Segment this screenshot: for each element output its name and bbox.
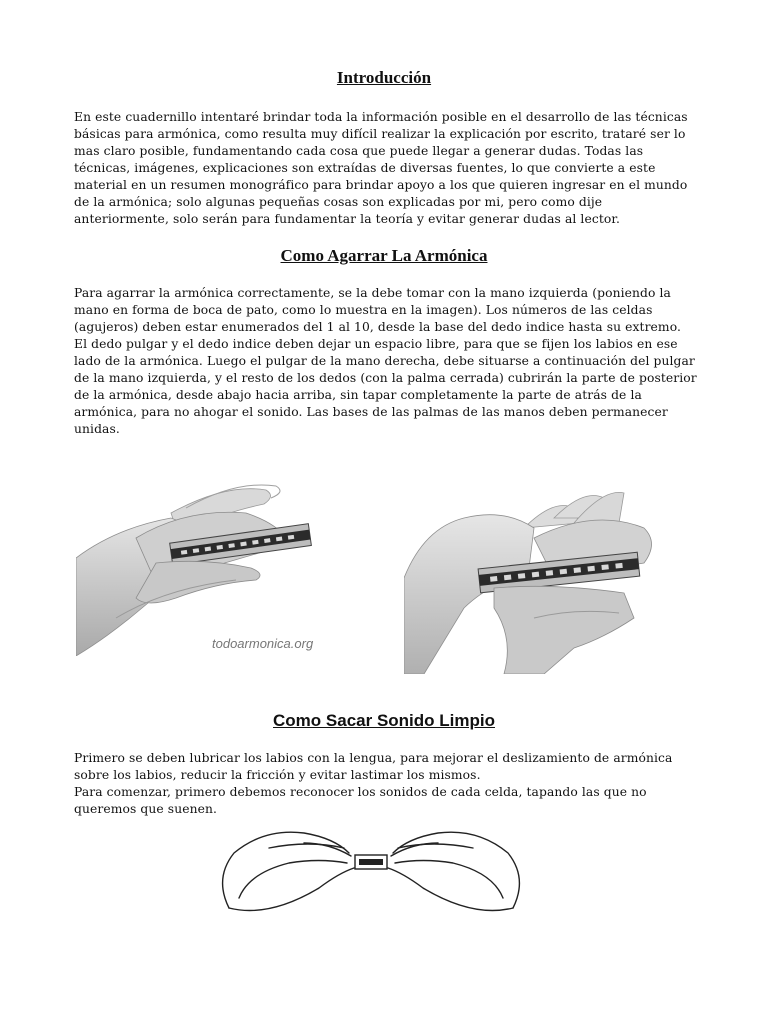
harmonica-grip-photo-right xyxy=(404,468,676,674)
watermark-text: todoarmonica.org xyxy=(212,636,314,651)
sound-paragraph-2: Para comenzar, primero debemos reconocer los sonidos de cada celda, tapando las que no queremos que suenen. xyxy=(74,785,647,816)
hands-line-drawing xyxy=(209,818,533,918)
sound-paragraph-1: Primero se deben lubricar los labios con la lengua, para mejorar el deslizamiento de armónica sobre los labios, reducir la fricción y evitar lastimar los mismos. xyxy=(74,751,673,782)
hands-harmonica-illustration-right xyxy=(404,468,676,674)
intro-paragraph: En este cuadernillo intentaré brindar toda la información posible en el desarrollo de las técnicas básicas para armónica, como resulta muy difícil realizar la explicación por escrito, trataré ser lo mas claro posible, fundamentando cada cosa que puede llegar a generar dudas. Todas las técnicas, imágenes, explicaciones son extraídas de diversas fuentes, lo que convierte a este material en un resumen monográfico para brindar apoyo a los que quieren ingresar en el mundo de la armónica; solo algunas pequeñas cosas son explicadas por mi, pero como dije anteriormente, solo serán para fundamentar la teoría y evitar generar dudas al lector. xyxy=(74,110,688,226)
hands-line-drawing-illustration xyxy=(209,818,533,918)
intro-heading: Introducción xyxy=(336,68,432,87)
hand-harmonica-illustration-left xyxy=(76,468,348,656)
grip-paragraph: Para agarrar la armónica correctamente, se la debe tomar con la mano izquierda (poniendo la mano en forma de boca de pato, como lo muestra en la imagen). Los números de las celdas (agujeros) deben estar enumerados del 1 al 10, desde la base del dedo indice hasta su extremo. El dedo pulgar y el dedo indice deben dejar un espacio libre, para que se fijen los labios en ese lado de la armónica. Luego el pulgar de la mano derecha, debe situarse a continuación del pulgar de la mano izquierda, y el resto de los dedos (con la palma cerrada) cubrirán la parte de posterior de la armónica, desde abajo hacia arriba, sin tapar completamente la parte de atrás de la armónica, para no ahogar el sonido. Las bases de las palmas de las manos deben permanecer unidas. xyxy=(74,286,697,436)
sound-heading: Como Sacar Sonido Limpio xyxy=(273,711,495,730)
grip-heading: Como Agarrar La Armónica xyxy=(280,246,488,265)
harmonica-grip-photo-left xyxy=(76,468,348,656)
